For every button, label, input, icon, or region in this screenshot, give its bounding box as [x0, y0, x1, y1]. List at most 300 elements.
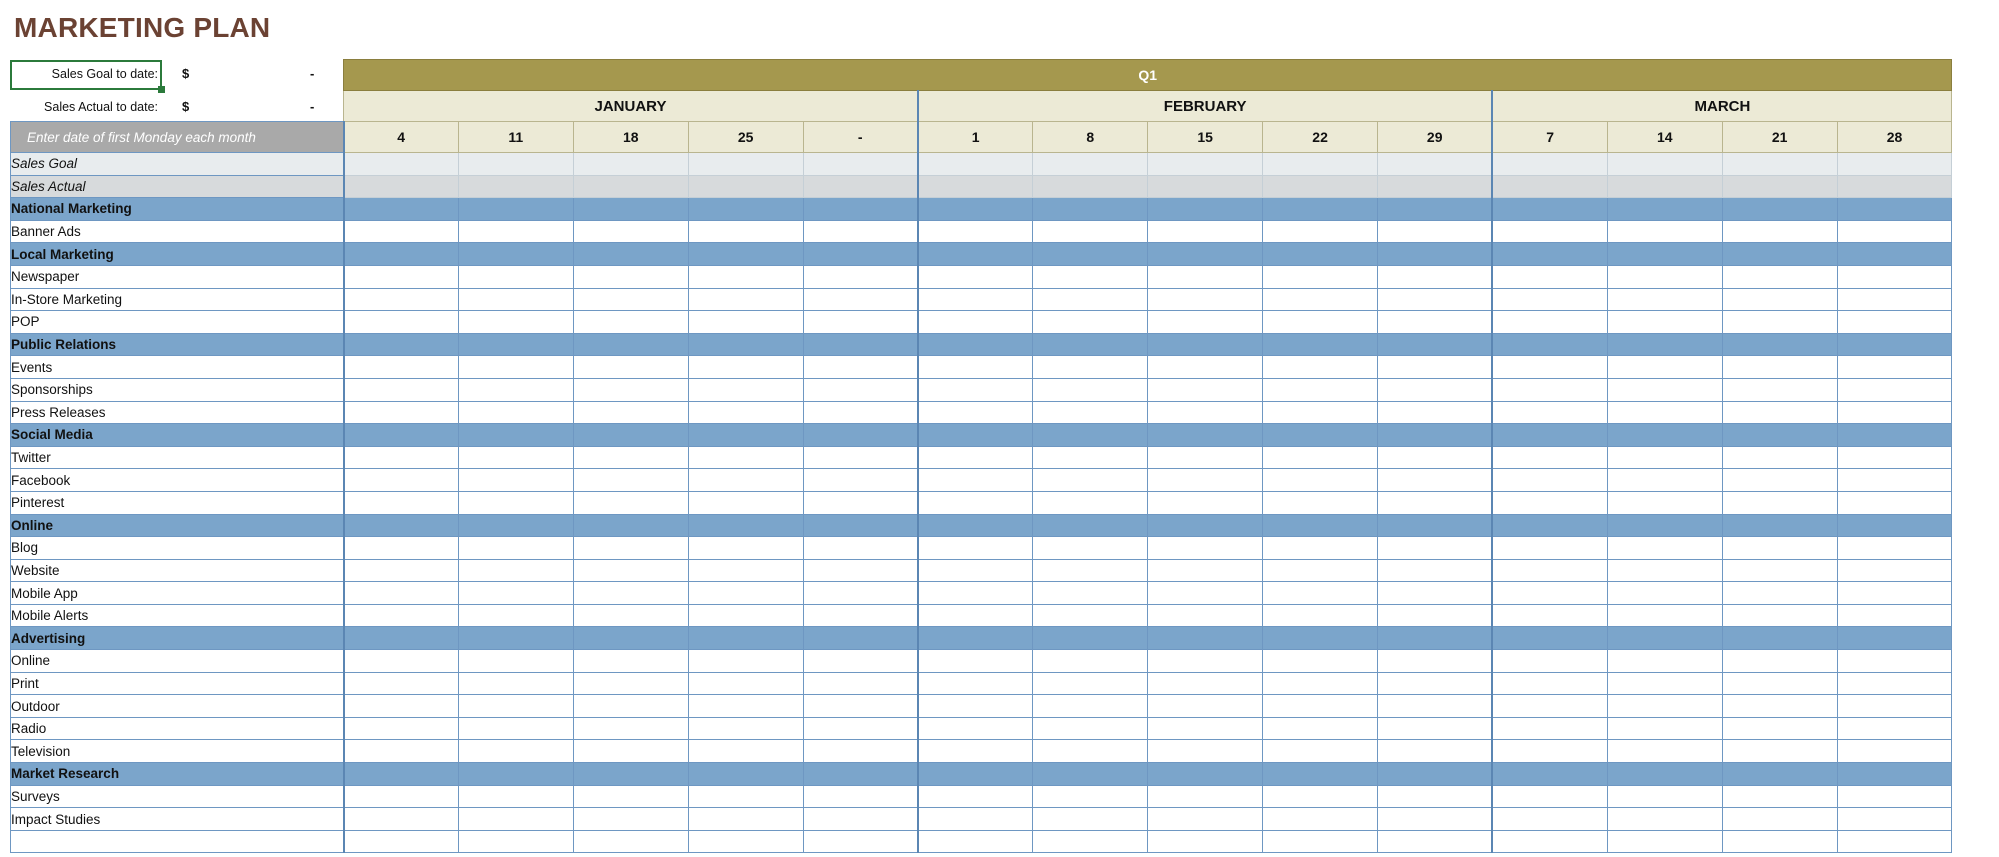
section-cell[interactable]	[1263, 514, 1378, 537]
month-header[interactable]: FEBRUARY	[918, 91, 1492, 122]
week-cell[interactable]	[1722, 288, 1837, 311]
week-cell[interactable]	[1033, 808, 1148, 831]
week-cell[interactable]	[803, 537, 918, 560]
week-date-cell[interactable]: -	[803, 122, 918, 153]
section-cell[interactable]	[1378, 333, 1493, 356]
week-cell[interactable]	[458, 559, 573, 582]
item-label[interactable]: Print	[11, 672, 344, 695]
sales-actual-currency[interactable]: $	[182, 99, 190, 114]
week-cell[interactable]	[1033, 650, 1148, 673]
week-cell[interactable]	[1263, 220, 1378, 243]
week-cell[interactable]	[1148, 265, 1263, 288]
section-header[interactable]: Local Marketing	[11, 243, 344, 266]
week-cell[interactable]	[1033, 288, 1148, 311]
section-cell[interactable]	[1033, 514, 1148, 537]
week-cell[interactable]	[1722, 808, 1837, 831]
section-header[interactable]: Online	[11, 514, 344, 537]
week-cell[interactable]	[1492, 446, 1607, 469]
section-cell[interactable]	[1033, 627, 1148, 650]
section-cell[interactable]	[918, 424, 1033, 447]
section-cell[interactable]	[573, 198, 688, 221]
section-cell[interactable]	[688, 333, 803, 356]
section-header[interactable]: Public Relations	[11, 333, 344, 356]
week-cell[interactable]	[1722, 604, 1837, 627]
week-cell[interactable]	[1607, 446, 1722, 469]
section-cell[interactable]	[344, 627, 459, 650]
sales-goal-cell[interactable]	[1492, 153, 1607, 176]
week-cell[interactable]	[1033, 582, 1148, 605]
week-cell[interactable]	[1033, 604, 1148, 627]
week-cell[interactable]	[344, 537, 459, 560]
section-cell[interactable]	[573, 424, 688, 447]
week-cell[interactable]	[1148, 311, 1263, 334]
sales-actual-cell[interactable]	[573, 175, 688, 198]
section-cell[interactable]	[1492, 627, 1607, 650]
section-cell[interactable]	[1148, 424, 1263, 447]
sales-goal-cell[interactable]	[1033, 153, 1148, 176]
section-header[interactable]: National Marketing	[11, 198, 344, 221]
week-cell[interactable]	[344, 695, 459, 718]
week-cell[interactable]	[1378, 650, 1493, 673]
week-cell[interactable]	[1492, 469, 1607, 492]
week-cell[interactable]	[1033, 401, 1148, 424]
week-cell[interactable]	[1722, 672, 1837, 695]
week-cell[interactable]	[573, 672, 688, 695]
week-cell[interactable]	[1492, 695, 1607, 718]
section-cell[interactable]	[803, 424, 918, 447]
week-cell[interactable]	[458, 265, 573, 288]
week-cell[interactable]	[1033, 672, 1148, 695]
week-date-cell[interactable]: 28	[1837, 122, 1952, 153]
week-cell[interactable]	[1263, 537, 1378, 560]
week-date-cell[interactable]: 15	[1148, 122, 1263, 153]
week-cell[interactable]	[1033, 469, 1148, 492]
week-cell[interactable]	[344, 717, 459, 740]
section-cell[interactable]	[344, 424, 459, 447]
week-cell[interactable]	[458, 356, 573, 379]
sales-goal-cell[interactable]	[344, 153, 459, 176]
week-cell[interactable]	[1492, 559, 1607, 582]
week-cell[interactable]	[803, 559, 918, 582]
week-cell[interactable]	[573, 311, 688, 334]
section-cell[interactable]	[1837, 424, 1952, 447]
section-cell[interactable]	[1263, 627, 1378, 650]
week-cell[interactable]	[918, 695, 1033, 718]
section-cell[interactable]	[1263, 333, 1378, 356]
week-cell[interactable]	[1492, 785, 1607, 808]
week-cell[interactable]	[573, 808, 688, 831]
week-cell[interactable]	[1378, 288, 1493, 311]
week-cell[interactable]	[1263, 672, 1378, 695]
week-cell[interactable]	[1722, 446, 1837, 469]
week-cell[interactable]	[1033, 537, 1148, 560]
week-cell[interactable]	[1837, 356, 1952, 379]
week-cell[interactable]	[1148, 288, 1263, 311]
week-cell[interactable]	[1148, 220, 1263, 243]
section-cell[interactable]	[1837, 763, 1952, 786]
week-cell[interactable]	[1148, 785, 1263, 808]
item-label[interactable]: Outdoor	[11, 695, 344, 718]
week-cell[interactable]	[1263, 830, 1378, 853]
week-cell[interactable]	[344, 401, 459, 424]
week-cell[interactable]	[1607, 491, 1722, 514]
week-cell[interactable]	[573, 469, 688, 492]
week-cell[interactable]	[1033, 446, 1148, 469]
week-cell[interactable]	[1263, 785, 1378, 808]
section-cell[interactable]	[573, 627, 688, 650]
week-cell[interactable]	[1263, 356, 1378, 379]
section-cell[interactable]	[344, 198, 459, 221]
week-cell[interactable]	[1722, 650, 1837, 673]
week-cell[interactable]	[1492, 265, 1607, 288]
section-cell[interactable]	[1837, 333, 1952, 356]
week-cell[interactable]	[1263, 740, 1378, 763]
section-cell[interactable]	[573, 243, 688, 266]
week-cell[interactable]	[1837, 582, 1952, 605]
week-cell[interactable]	[1607, 740, 1722, 763]
week-cell[interactable]	[918, 446, 1033, 469]
week-cell[interactable]	[918, 717, 1033, 740]
section-cell[interactable]	[344, 763, 459, 786]
week-cell[interactable]	[1837, 311, 1952, 334]
week-cell[interactable]	[1378, 604, 1493, 627]
section-cell[interactable]	[918, 243, 1033, 266]
sales-actual-cell[interactable]	[803, 175, 918, 198]
section-cell[interactable]	[1033, 424, 1148, 447]
week-cell[interactable]	[1492, 672, 1607, 695]
week-cell[interactable]	[688, 559, 803, 582]
week-cell[interactable]	[458, 717, 573, 740]
week-cell[interactable]	[344, 582, 459, 605]
week-cell[interactable]	[918, 672, 1033, 695]
week-cell[interactable]	[458, 469, 573, 492]
week-cell[interactable]	[1837, 672, 1952, 695]
week-cell[interactable]	[458, 650, 573, 673]
week-cell[interactable]	[1607, 537, 1722, 560]
week-cell[interactable]	[344, 650, 459, 673]
section-cell[interactable]	[1263, 763, 1378, 786]
week-cell[interactable]	[1722, 830, 1837, 853]
week-cell[interactable]	[1378, 311, 1493, 334]
week-cell[interactable]	[458, 446, 573, 469]
sales-actual-cell[interactable]	[458, 175, 573, 198]
week-cell[interactable]	[458, 695, 573, 718]
section-cell[interactable]	[688, 627, 803, 650]
item-label[interactable]: Facebook	[11, 469, 344, 492]
week-cell[interactable]	[1837, 401, 1952, 424]
week-cell[interactable]	[573, 559, 688, 582]
week-cell[interactable]	[918, 265, 1033, 288]
section-cell[interactable]	[344, 514, 459, 537]
week-cell[interactable]	[344, 604, 459, 627]
item-label[interactable]: POP	[11, 311, 344, 334]
week-cell[interactable]	[1492, 311, 1607, 334]
section-cell[interactable]	[688, 514, 803, 537]
week-cell[interactable]	[688, 491, 803, 514]
week-cell[interactable]	[458, 740, 573, 763]
week-cell[interactable]	[918, 559, 1033, 582]
section-cell[interactable]	[1837, 627, 1952, 650]
week-cell[interactable]	[918, 401, 1033, 424]
section-cell[interactable]	[803, 333, 918, 356]
week-cell[interactable]	[688, 401, 803, 424]
week-cell[interactable]	[918, 808, 1033, 831]
sales-actual-cell[interactable]	[1722, 175, 1837, 198]
section-cell[interactable]	[458, 243, 573, 266]
section-cell[interactable]	[1607, 627, 1722, 650]
week-cell[interactable]	[688, 604, 803, 627]
week-cell[interactable]	[1378, 220, 1493, 243]
item-label[interactable]: Blog	[11, 537, 344, 560]
section-header[interactable]: Social Media	[11, 424, 344, 447]
week-cell[interactable]	[458, 830, 573, 853]
sales-goal-cell[interactable]	[1263, 153, 1378, 176]
section-cell[interactable]	[458, 514, 573, 537]
week-cell[interactable]	[1837, 740, 1952, 763]
section-cell[interactable]	[1722, 424, 1837, 447]
item-label[interactable]: Events	[11, 356, 344, 379]
week-cell[interactable]	[573, 785, 688, 808]
week-cell[interactable]	[688, 830, 803, 853]
week-cell[interactable]	[1263, 265, 1378, 288]
sales-actual-to-date-label[interactable]: Sales Actual to date:	[44, 100, 158, 114]
section-cell[interactable]	[1148, 333, 1263, 356]
section-cell[interactable]	[803, 763, 918, 786]
week-cell[interactable]	[803, 830, 918, 853]
week-cell[interactable]	[1378, 469, 1493, 492]
week-cell[interactable]	[1607, 672, 1722, 695]
week-cell[interactable]	[1492, 537, 1607, 560]
section-cell[interactable]	[1378, 243, 1493, 266]
item-label[interactable]: Radio	[11, 717, 344, 740]
week-cell[interactable]	[688, 220, 803, 243]
section-cell[interactable]	[688, 424, 803, 447]
week-cell[interactable]	[1033, 491, 1148, 514]
week-cell[interactable]	[573, 695, 688, 718]
week-cell[interactable]	[1607, 582, 1722, 605]
week-cell[interactable]	[344, 288, 459, 311]
quarter-header[interactable]: Q1	[344, 60, 1952, 91]
week-cell[interactable]	[803, 650, 918, 673]
week-cell[interactable]	[1837, 717, 1952, 740]
section-cell[interactable]	[1722, 763, 1837, 786]
week-cell[interactable]	[344, 830, 459, 853]
week-cell[interactable]	[1033, 220, 1148, 243]
section-cell[interactable]	[458, 333, 573, 356]
week-cell[interactable]	[1378, 830, 1493, 853]
section-cell[interactable]	[1492, 424, 1607, 447]
week-cell[interactable]	[573, 220, 688, 243]
section-cell[interactable]	[1148, 763, 1263, 786]
week-cell[interactable]	[803, 401, 918, 424]
week-cell[interactable]	[1837, 288, 1952, 311]
sales-goal-cell[interactable]	[1148, 153, 1263, 176]
week-cell[interactable]	[803, 808, 918, 831]
week-cell[interactable]	[1148, 582, 1263, 605]
week-cell[interactable]	[1492, 356, 1607, 379]
week-cell[interactable]	[688, 537, 803, 560]
section-cell[interactable]	[1607, 243, 1722, 266]
week-cell[interactable]	[1607, 288, 1722, 311]
week-cell[interactable]	[1492, 604, 1607, 627]
section-cell[interactable]	[1148, 627, 1263, 650]
week-cell[interactable]	[1607, 378, 1722, 401]
sales-actual-cell[interactable]	[1607, 175, 1722, 198]
week-cell[interactable]	[803, 288, 918, 311]
section-cell[interactable]	[344, 333, 459, 356]
week-cell[interactable]	[573, 650, 688, 673]
week-cell[interactable]	[1033, 378, 1148, 401]
week-cell[interactable]	[1837, 265, 1952, 288]
week-cell[interactable]	[918, 288, 1033, 311]
week-cell[interactable]	[1722, 491, 1837, 514]
week-cell[interactable]	[1492, 650, 1607, 673]
week-cell[interactable]	[1378, 446, 1493, 469]
week-cell[interactable]	[1378, 356, 1493, 379]
section-cell[interactable]	[1378, 198, 1493, 221]
section-cell[interactable]	[1722, 627, 1837, 650]
week-cell[interactable]	[344, 740, 459, 763]
week-date-cell[interactable]: 29	[1378, 122, 1493, 153]
sales-actual-cell[interactable]	[344, 175, 459, 198]
week-cell[interactable]	[1033, 695, 1148, 718]
week-cell[interactable]	[918, 469, 1033, 492]
week-cell[interactable]	[573, 446, 688, 469]
section-cell[interactable]	[1837, 514, 1952, 537]
section-cell[interactable]	[918, 627, 1033, 650]
week-cell[interactable]	[918, 311, 1033, 334]
week-cell[interactable]	[1607, 356, 1722, 379]
week-cell[interactable]	[1263, 469, 1378, 492]
sales-actual-cell[interactable]	[1148, 175, 1263, 198]
week-cell[interactable]	[1263, 650, 1378, 673]
week-cell[interactable]	[1033, 265, 1148, 288]
section-cell[interactable]	[1722, 333, 1837, 356]
section-cell[interactable]	[1378, 424, 1493, 447]
section-cell[interactable]	[688, 243, 803, 266]
week-cell[interactable]	[458, 604, 573, 627]
week-cell[interactable]	[1148, 446, 1263, 469]
week-cell[interactable]	[1607, 785, 1722, 808]
week-cell[interactable]	[1378, 808, 1493, 831]
section-header[interactable]: Advertising	[11, 627, 344, 650]
week-cell[interactable]	[688, 785, 803, 808]
week-cell[interactable]	[688, 311, 803, 334]
week-cell[interactable]	[1263, 378, 1378, 401]
section-cell[interactable]	[803, 514, 918, 537]
sales-actual-cell[interactable]	[1033, 175, 1148, 198]
week-date-cell[interactable]: 1	[918, 122, 1033, 153]
week-cell[interactable]	[1263, 717, 1378, 740]
week-cell[interactable]	[1607, 265, 1722, 288]
section-cell[interactable]	[1492, 514, 1607, 537]
week-cell[interactable]	[803, 378, 918, 401]
week-cell[interactable]	[1148, 537, 1263, 560]
week-cell[interactable]	[918, 740, 1033, 763]
week-cell[interactable]	[918, 604, 1033, 627]
sales-goal-cell[interactable]	[1722, 153, 1837, 176]
week-cell[interactable]	[573, 356, 688, 379]
item-label[interactable]: Mobile Alerts	[11, 604, 344, 627]
week-cell[interactable]	[344, 446, 459, 469]
item-label[interactable]: Twitter	[11, 446, 344, 469]
week-cell[interactable]	[918, 650, 1033, 673]
week-cell[interactable]	[1263, 446, 1378, 469]
section-cell[interactable]	[1722, 514, 1837, 537]
week-cell[interactable]	[1837, 220, 1952, 243]
week-cell[interactable]	[1837, 446, 1952, 469]
week-cell[interactable]	[1837, 785, 1952, 808]
item-label[interactable]: In-Store Marketing	[11, 288, 344, 311]
section-cell[interactable]	[1607, 514, 1722, 537]
section-cell[interactable]	[458, 198, 573, 221]
section-cell[interactable]	[1378, 763, 1493, 786]
week-cell[interactable]	[344, 672, 459, 695]
week-cell[interactable]	[918, 537, 1033, 560]
week-cell[interactable]	[1837, 650, 1952, 673]
week-cell[interactable]	[458, 537, 573, 560]
week-cell[interactable]	[1378, 717, 1493, 740]
section-cell[interactable]	[918, 333, 1033, 356]
week-cell[interactable]	[573, 491, 688, 514]
item-label[interactable]: Television	[11, 740, 344, 763]
section-cell[interactable]	[1837, 198, 1952, 221]
item-label[interactable]: Surveys	[11, 785, 344, 808]
week-cell[interactable]	[1263, 288, 1378, 311]
week-cell[interactable]	[1722, 695, 1837, 718]
week-date-cell[interactable]: 25	[688, 122, 803, 153]
week-cell[interactable]	[1722, 537, 1837, 560]
week-cell[interactable]	[803, 356, 918, 379]
week-cell[interactable]	[1607, 469, 1722, 492]
week-cell[interactable]	[458, 220, 573, 243]
section-cell[interactable]	[803, 243, 918, 266]
week-date-cell[interactable]: 22	[1263, 122, 1378, 153]
week-cell[interactable]	[344, 559, 459, 582]
week-cell[interactable]	[1033, 785, 1148, 808]
sales-actual-value[interactable]: -	[310, 99, 315, 114]
week-cell[interactable]	[1837, 808, 1952, 831]
month-header[interactable]: MARCH	[1492, 91, 1952, 122]
sales-goal-label[interactable]: Sales Goal	[11, 153, 344, 176]
week-cell[interactable]	[688, 717, 803, 740]
sales-goal-cell[interactable]	[573, 153, 688, 176]
week-cell[interactable]	[688, 650, 803, 673]
week-cell[interactable]	[1492, 582, 1607, 605]
section-cell[interactable]	[458, 627, 573, 650]
sales-actual-cell[interactable]	[1492, 175, 1607, 198]
week-cell[interactable]	[1148, 695, 1263, 718]
week-cell[interactable]	[1492, 740, 1607, 763]
week-cell[interactable]	[1837, 378, 1952, 401]
week-cell[interactable]	[803, 446, 918, 469]
sales-goal-value[interactable]: -	[310, 66, 315, 81]
sales-actual-cell[interactable]	[1837, 175, 1952, 198]
week-cell[interactable]	[1607, 604, 1722, 627]
section-cell[interactable]	[918, 763, 1033, 786]
item-label[interactable]: Online	[11, 650, 344, 673]
week-cell[interactable]	[344, 378, 459, 401]
item-label[interactable]: Mobile App	[11, 582, 344, 605]
section-cell[interactable]	[1378, 627, 1493, 650]
week-cell[interactable]	[803, 311, 918, 334]
week-cell[interactable]	[1837, 469, 1952, 492]
week-cell[interactable]	[573, 717, 688, 740]
week-cell[interactable]	[1148, 559, 1263, 582]
week-cell[interactable]	[918, 582, 1033, 605]
week-cell[interactable]	[344, 808, 459, 831]
week-cell[interactable]	[688, 378, 803, 401]
